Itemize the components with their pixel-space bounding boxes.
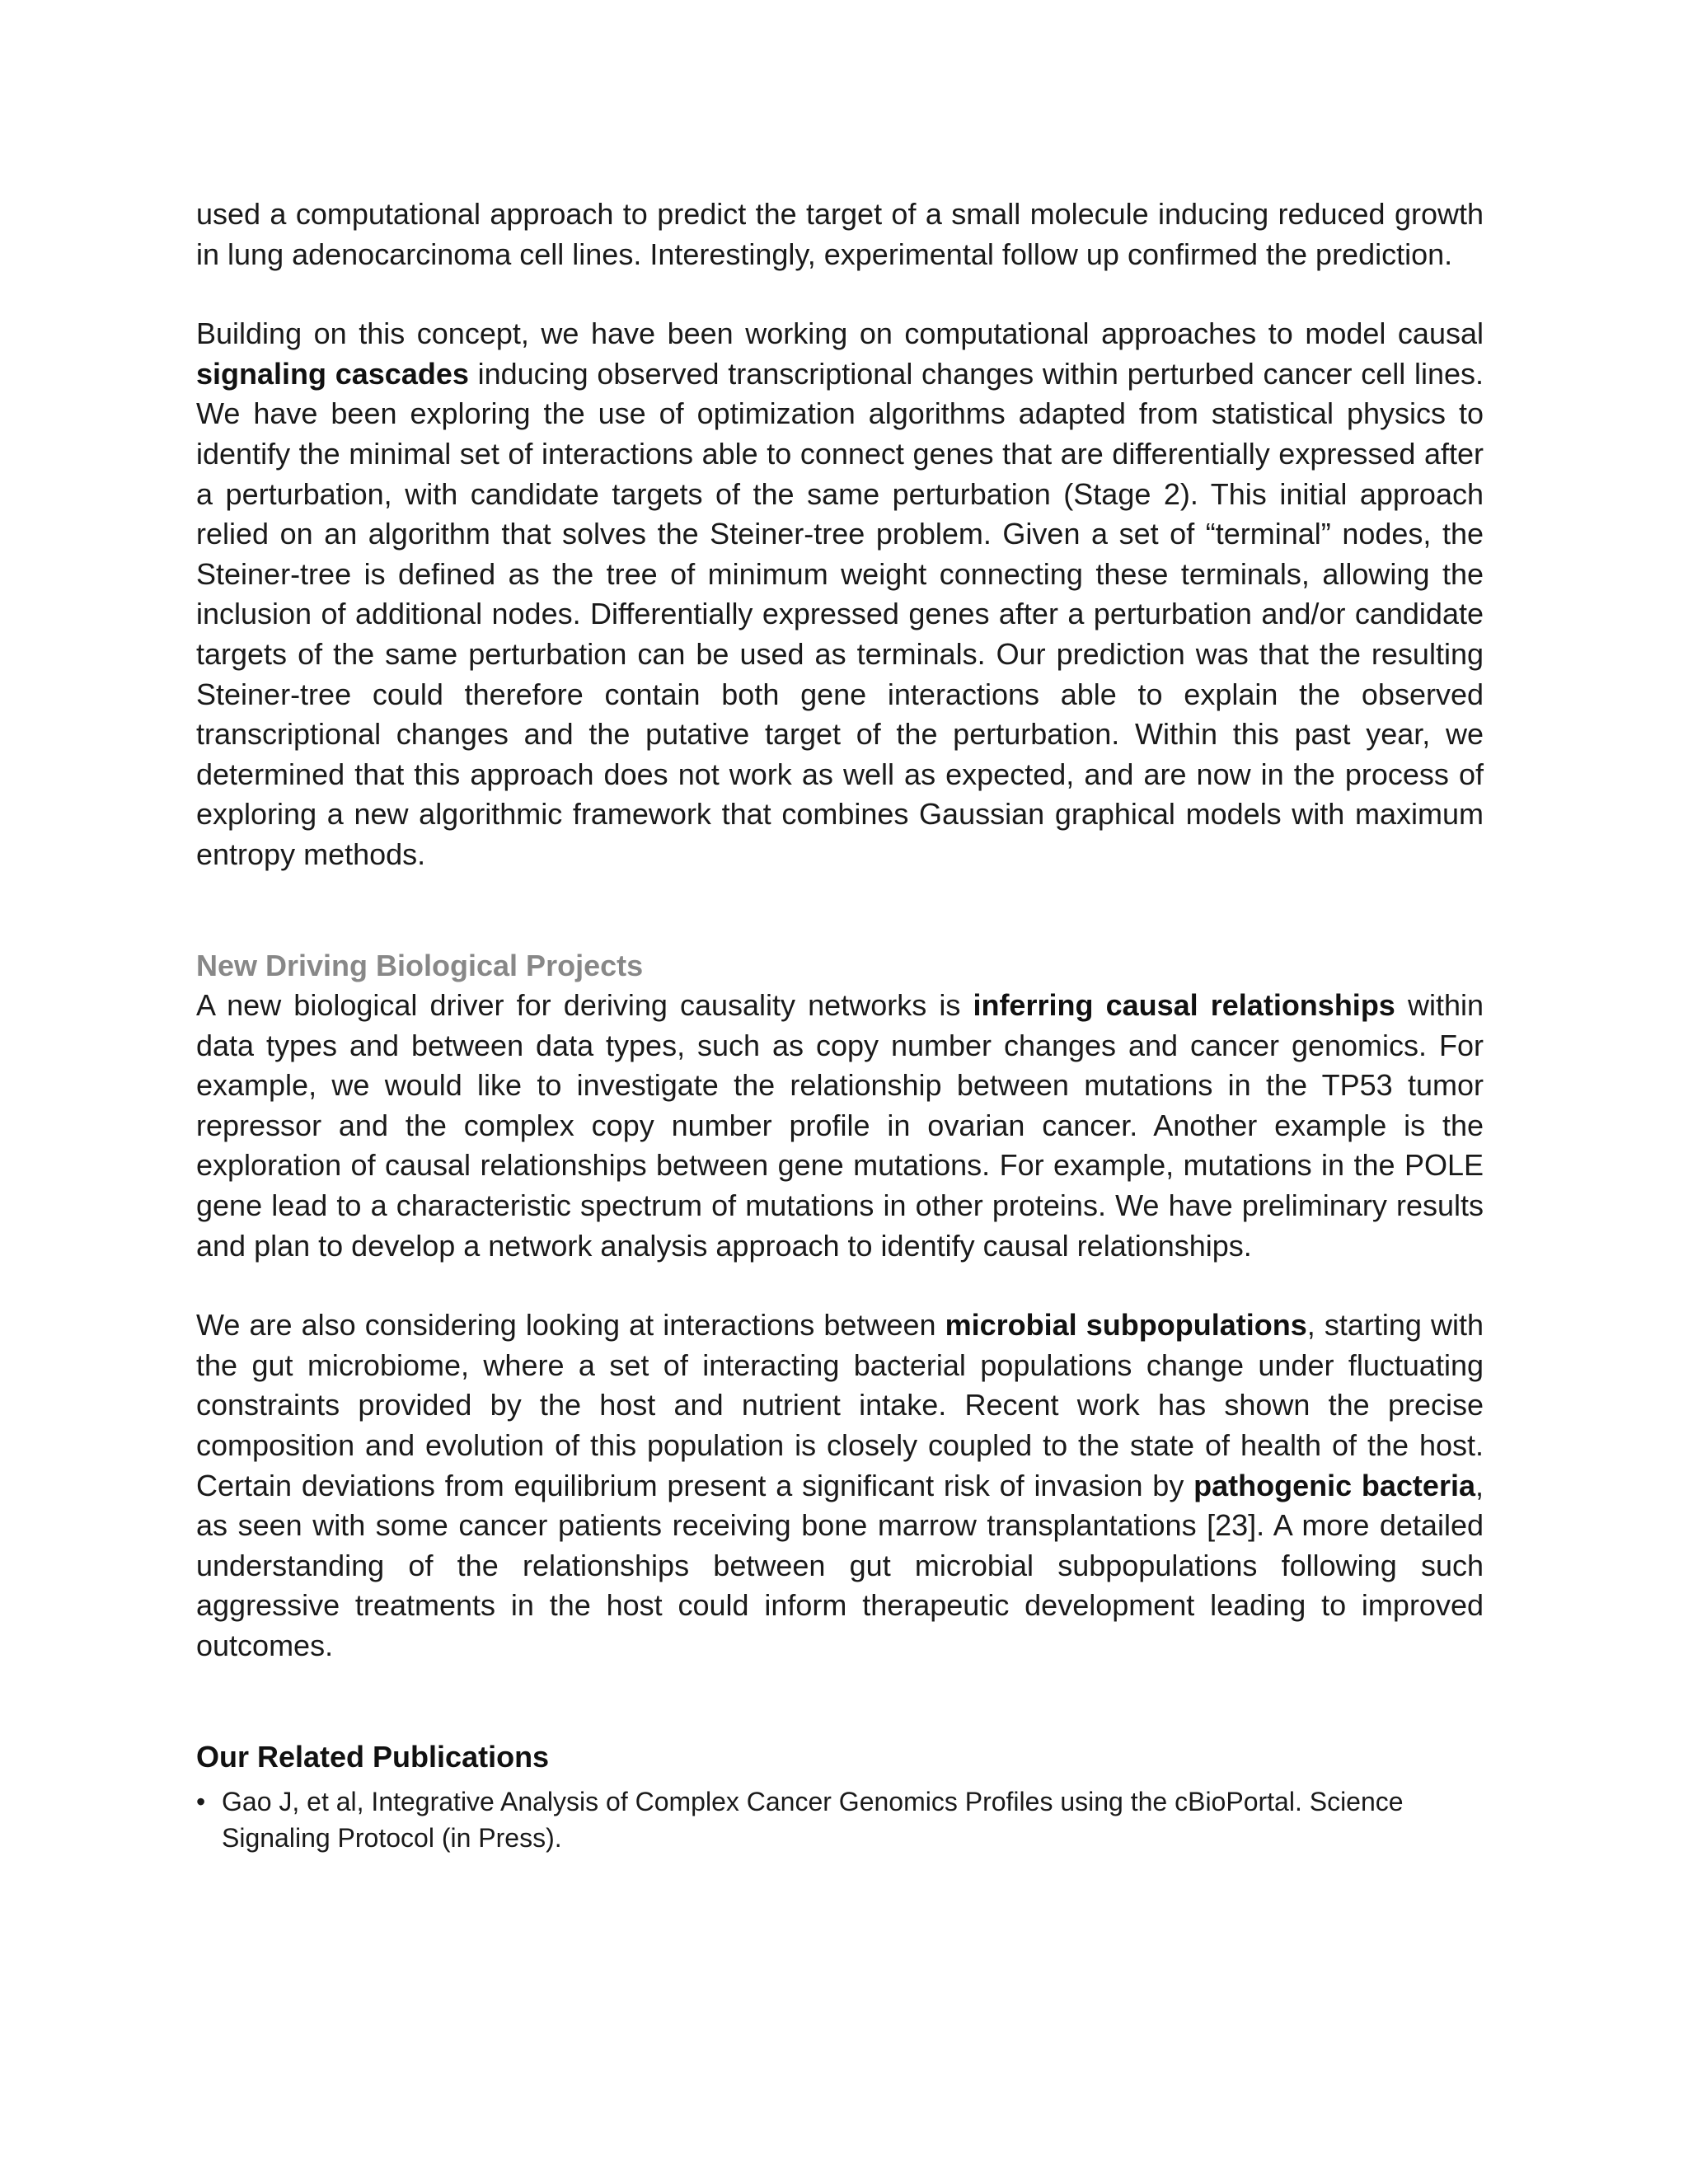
document-page [196,194,1484,1856]
bold-term-pathogenic-bacteria: pathogenic bacteria [1193,1468,1475,1502]
paragraph-text: , as seen with some cancer patients receiving bone marrow transplantations [23]. A more detailed understanding of the relationships between gut microbial subpopulations following such aggressive treatments in the host could inform therapeutic development leading to improved outcomes. [196,1468,1484,1662]
bullet-icon: • [196,1787,206,1817]
paragraph-spacer [196,1266,1484,1305]
paragraph-text: within data types and between data types, such as copy number changes and cancer genomics. For example, we would like to investigate the relationship between mutations in the TP53 tumor repressor and the complex copy number profile in ovarian cancer. Another example is the exploration of causal relationships between gene mutations. For example, mutations in the POLE gene lead to a characteristic spectrum of mutations in other proteins. We have preliminary results and plan to develop a network analysis approach to identify causal relationships. [196,988,1484,1263]
paragraph-text: inducing observed transcriptional changes within perturbed cancer cell lines. We have been exploring the use of optimization algorithms adapted from statistical physics to identify the minimal set of interactions able to connect genes that are differentially expressed after a perturbation, with candidate targets of the same perturbation (Stage 2). This initial approach relied on an algorithm that solves the Steiner-tree problem. Given a set of “terminal” nodes, the Steiner-tree is defined as the tree of minimum weight connecting these terminals, allowing the inclusion of additional nodes. Differentially expressed genes after a perturbation and/or candidate targets of the same perturbation can be used as terminals. Our prediction was that the resulting Steiner-tree could therefore contain both gene interactions able to explain the observed transcriptional changes and the putative target of the perturbation. Within this past year, we determined that this approach does not work as well as expected, and are now in the process of exploring a new algorithmic framework that combines Gaussian graphical models with maximum entropy methods. [196,356,1484,871]
section-spacer [196,1666,1484,1737]
paragraph-signaling-cascades [196,314,1484,874]
heading-new-driving-projects: New Driving Biological Projects [196,948,644,982]
paragraph-text: used a computational approach to predict the target of a small molecule inducing reduced growth in lung adenocarcinoma cell lines. Interestingly, experimental follow up confirmed the prediction. [196,197,1484,271]
publication-item [196,1783,1484,1856]
paragraph-text: A new biological driver for deriving causality networks is [196,988,973,1023]
paragraph-causal-relationships [196,986,1484,1266]
publication-list [196,1783,1484,1856]
section-spacer [196,875,1484,946]
paragraph-text: We are also considering looking at interactions between [196,1308,945,1343]
bold-term-inferring-causal-relationships: inferring causal relationships [973,988,1395,1023]
bold-term-signaling-cascades: signaling cascades [196,356,469,391]
paragraph-target-prediction [196,194,1484,274]
heading-related-publications: Our Related Publications [196,1739,550,1774]
paragraph-text: , starting with the gut microbiome, where a set of interacting bacterial populations change under fluctuating constraints provided by the host and nutrient intake. Recent work has shown the precise composition and evolution of this population is closely coupled to the state of health of the host. Certain deviations from equilibrium present a significant risk of invasion by [196,1308,1484,1502]
paragraph-microbial-subpopulations [196,1305,1484,1666]
paragraph-text: Building on this concept, we have been working on computational approaches to model causal [196,316,1484,351]
publication-text: Gao J, et al, Integrative Analysis of Complex Cancer Genomics Profiles using the cBioPortal. Science Signaling Protocol (in Press). [222,1787,1404,1854]
paragraph-spacer [196,274,1484,314]
bold-term-microbial-subpopulations: microbial subpopulations [945,1308,1307,1343]
